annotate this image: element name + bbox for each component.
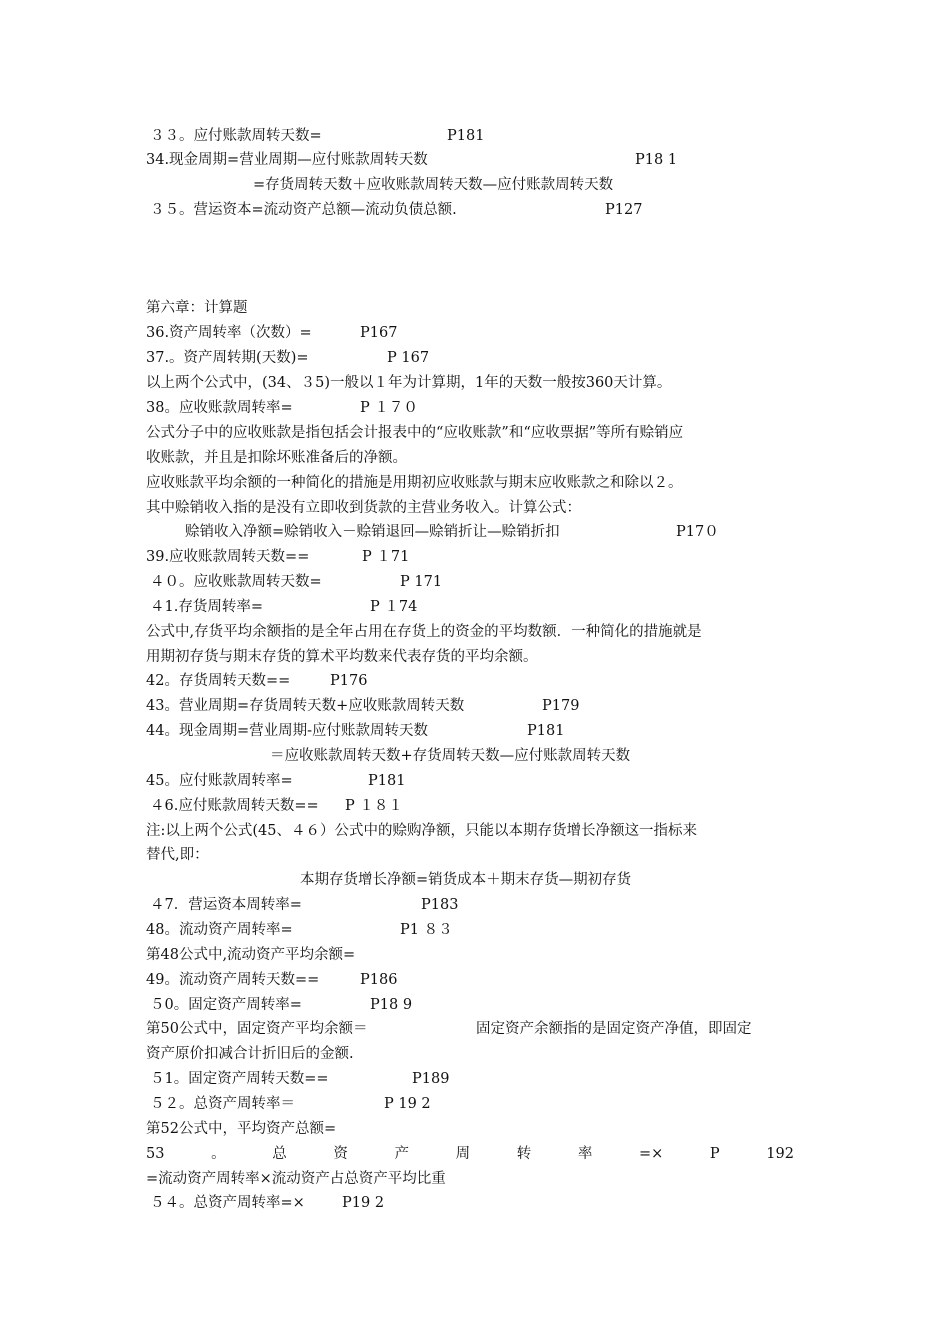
page-ref-formula-1: P17０ [676,524,719,540]
page-ref-33: P181 [447,128,485,144]
line-50: ５0。固定资产周转率= [150,997,302,1013]
line-53-part: 总 [272,1146,287,1162]
paragraph-2-line-1: 应收账款平均余额的一种简化的措施是用期初应收账款与期末应收账款之和除以２。 [146,475,683,491]
line-51: ５1。固定资产周转天数== [150,1071,329,1087]
formula-1: 赊销收入净额=赊销收入－赊销退回—赊销折让—赊销折扣 [185,524,560,540]
line-54: ５４。总资产周转率=× [150,1195,305,1211]
page-ref-36: P167 [360,325,398,341]
page-ref-47: P183 [421,897,459,913]
line-48: 48。流动资产周转率= [146,922,293,938]
line-53-part: 转 [516,1146,532,1162]
paragraph-2-line-2: 其中赊销收入指的是没有立即收到货款的主营业务收入。计算公式： [146,500,581,516]
note-1: 以上两个公式中，(34、３5)一般以１年为计算期，1年的天数一般按360天计算。 [146,375,672,391]
line-34: 34.现金周期=营业周期—应付账款周转天数 [146,152,428,168]
line-53-part: 53 [146,1146,165,1162]
line-33: ３３。应付账款周转天数= [150,128,322,144]
line-53-part: 192 [766,1146,794,1162]
page-ref-38: P １７０ [360,400,418,416]
line-34-continued: =存货周转天数＋应收账款周转天数—应付账款周转天数 [253,177,614,193]
page-ref-40: P 171 [400,574,443,590]
line-42: 42。存货周转天数== [146,673,291,689]
page-ref-48: P1 ８３ [400,922,453,938]
page-ref-43: P179 [542,698,580,714]
note-2-line-1: 注:以上两个公式(45、４６）公式中的赊购净额，只能以本期存货增长净额这一指标来 [146,823,697,839]
page-ref-35: P127 [605,202,643,218]
page-ref-39: P １71 [362,549,410,565]
line-46: ４6.应付账款周转天数== [150,798,319,814]
paragraph-1-line-1: 公式分子中的应收账款是指包括会计报表中的“应收账款”和“应收票据”等所有赊销应 [146,425,684,441]
line-41: ４1.存货周转率= [150,599,263,615]
line-39: 39.应收账款周转天数== [146,549,310,565]
line-52-note: 第52公式中，平均资产总额= [146,1121,337,1137]
page-ref-34: P18 1 [635,152,678,168]
line-49: 49。流动资产周转天数== [146,972,320,988]
page-ref-49: P186 [360,972,398,988]
line-53-part: =× [638,1146,664,1162]
line-36: 36.资产周转率（次数）= [146,325,312,341]
page-ref-45: P181 [368,773,406,789]
paragraph-4-line-1b: 固定资产余额指的是固定资产净值，即固定 [476,1021,752,1037]
paragraph-3-line-2: 用期初存货与期末存货的算术平均数来代表存货的平均余额。 [146,649,538,665]
line-45: 45。应付账款周转率= [146,773,293,789]
paragraph-4-line-1a: 第50公式中，固定资产平均余额＝ [146,1021,368,1037]
note-2-line-2: 替代,即： [146,847,209,863]
line-53-part: 。 [211,1146,226,1162]
line-38: 38。应收账款周转率= [146,400,293,416]
line-48-note: 第48公式中,流动资产平均余额= [146,947,356,963]
line-53-part: 产 [394,1146,409,1162]
page-ref-52: P 19 2 [384,1096,431,1112]
page-ref-44: P181 [527,723,565,739]
page-ref-41: P １74 [370,599,418,615]
line-35: ３５。营运资本=流动资产总额—流动负债总额. [150,202,457,218]
line-44-continued: ＝应收账款周转天数+存货周转天数—应付账款周转天数 [270,748,631,764]
line-53-part: 率 [577,1146,593,1162]
line-47: ４7．营运资本周转率= [150,897,302,913]
formula-2: 本期存货增长净额=销货成本＋期末存货—期初存货 [300,872,632,888]
page-ref-51: P189 [412,1071,450,1087]
page-ref-42: P176 [330,673,368,689]
line-53-part: 周 [455,1146,471,1162]
page-ref-50: P18 9 [370,997,413,1013]
line-53-continued: =流动资产周转率×流动资产占总资产平均比重 [146,1171,446,1187]
line-44: 44。现金周期=营业周期-应付账款周转天数 [146,723,428,739]
line-53-part: P [709,1146,720,1162]
paragraph-3-line-1: 公式中,存货平均余额指的是全年占用在存货上的资金的平均数额．一种简化的措施就是 [146,624,702,640]
paragraph-4-line-2: 资产原价扣减合计折旧后的金额. [146,1046,354,1062]
chapter-heading: 第六章：计算题 [146,300,248,316]
line-37: 37.。资产周转期(天数)= [146,350,309,366]
page-ref-46: P １８１ [345,798,403,814]
paragraph-1-line-2: 收账款，并且是扣除坏账准备后的净额。 [146,450,407,466]
page-ref-37: P 167 [387,350,430,366]
line-43: 43。营业周期=存货周转天数+应收账款周转天数 [146,698,465,714]
line-53 [146,1145,794,1163]
line-52: ５２。总资产周转率＝ [150,1096,295,1112]
page-ref-54: P19 2 [342,1195,385,1211]
line-40: ４０。应收账款周转天数= [150,574,322,590]
line-53-part: 资 [333,1146,348,1162]
